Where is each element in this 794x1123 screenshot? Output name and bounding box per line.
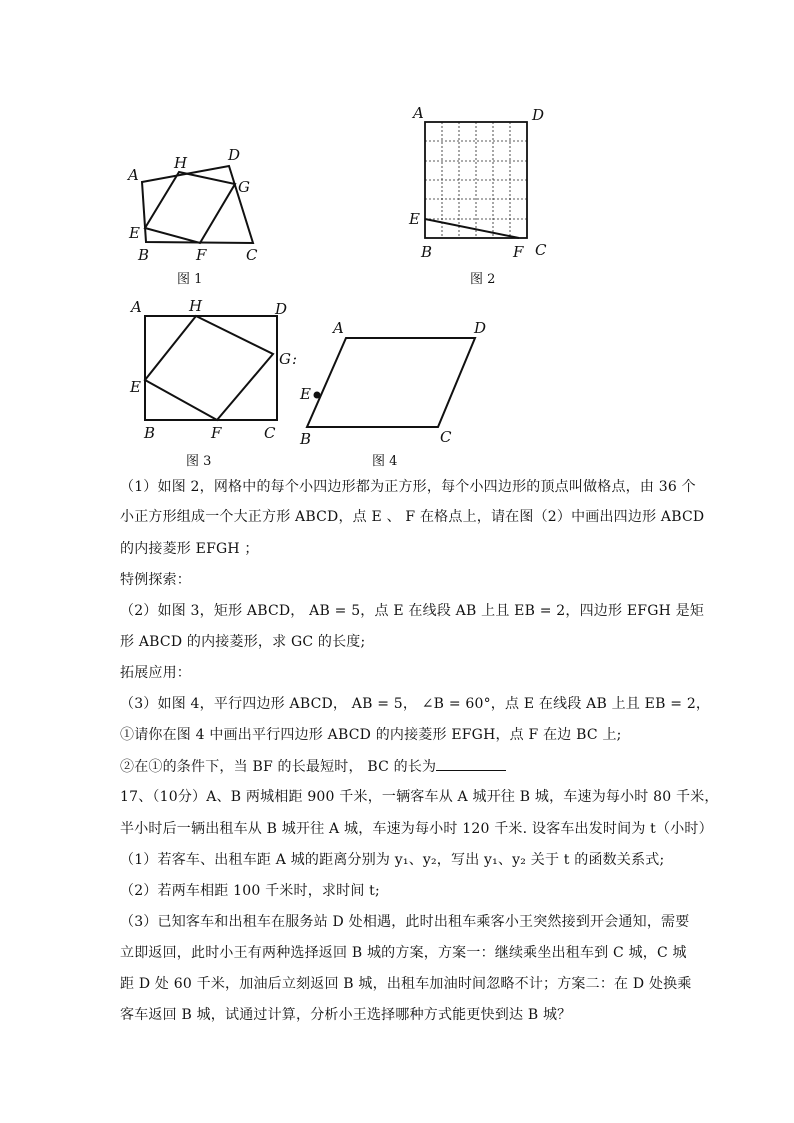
- fig3-trailing-mark: :: [292, 350, 298, 368]
- q17-part2: （2）若两车相距 100 千米时，求时间 t;: [120, 883, 380, 899]
- figure-4-caption: 图 4: [372, 454, 398, 469]
- figure-3-diagram: [125, 292, 305, 444]
- fig1-label-E: E: [129, 224, 140, 242]
- fig2-label-D: D: [532, 106, 545, 124]
- section-special-case: 特例探索：: [120, 572, 191, 588]
- q17-line1: 17、（10分）A、B 两城相距 900 千米，一辆客车从 A 城开往 B 城，车速为每小时 80 千米，: [120, 789, 719, 805]
- fig3-label-B: B: [144, 424, 156, 442]
- fig1-label-G: G: [238, 178, 250, 196]
- fig1-label-F: F: [196, 246, 207, 264]
- fig2-label-C: C: [535, 241, 547, 259]
- figure-2: [405, 100, 565, 265]
- figure-3: [125, 292, 305, 444]
- q16-part1-line3: 的内接菱形 EFGH ；: [120, 541, 259, 557]
- figure-1: [120, 140, 280, 265]
- fig2-label-F: F: [513, 243, 524, 261]
- q16-part1-line2: 小正方形组成一个大正方形 ABCD，点 E 、 F 在格点上，请在图（2）中画出四边形 ABCD: [120, 509, 705, 525]
- q16-part2-line2: 形 ABCD 的内接菱形，求 GC 的长度;: [120, 634, 366, 650]
- fig1-label-H: H: [174, 154, 188, 172]
- fig4-label-A: A: [333, 319, 344, 337]
- figure-1-caption: 图 1: [177, 272, 203, 287]
- fig3-label-E: E: [130, 378, 141, 396]
- section-extension: 拓展应用：: [120, 665, 191, 681]
- q17-part3-line4: 客车返回 B 城，试通过计算，分析小王选择哪种方式能更快到达 B 城？: [120, 1007, 572, 1023]
- fig4-label-E: E: [300, 385, 311, 403]
- fig2-label-B: B: [421, 243, 433, 261]
- q17-part3-line3: 距 D 处 60 千米，加油后立刻返回 B 城，出租车加油时间忽略不计；方案二：在 D 处换乘: [120, 976, 692, 992]
- fig3-label-A: A: [131, 298, 142, 316]
- fig3-label-C: C: [264, 424, 276, 442]
- answer-blank[interactable]: [436, 756, 506, 771]
- fig2-label-E: E: [409, 210, 420, 228]
- figure-2-caption: 图 2: [470, 272, 496, 287]
- q17-part3-line2: 立即返回，此时小王有两种选择返回 B 城的方案，方案一：继续乘坐出租车到 C 城，C 城: [120, 945, 687, 961]
- fig2-label-A: A: [413, 104, 424, 122]
- q17-part1: （1）若客车、出租车距 A 城的距离分别为 y₁、y₂，写出 y₁、y₂ 关于 t 的函数关系式;: [120, 852, 665, 868]
- q16-part3-item2: [120, 756, 680, 777]
- figure-4-diagram: [295, 315, 500, 450]
- fig1-label-C: C: [246, 246, 258, 264]
- fig3-label-H: H: [189, 297, 203, 315]
- q16-part3-item2-text: ②在①的条件下，当 BF 的长最短时， BC 的长为: [120, 759, 437, 775]
- figure-4: [295, 315, 500, 450]
- fig1-label-B: B: [138, 246, 150, 264]
- q17-part3-line1: （3）已知客车和出租车在服务站 D 处相遇，此时出租车乘客小王突然接到开会通知，需要: [120, 914, 690, 930]
- fig4-label-C: C: [440, 428, 452, 446]
- q17-line2: 半小时后一辆出租车从 B 城开往 A 城，车速为每小时 120 千米. 设客车出发时间为 t（小时）: [120, 821, 713, 837]
- figure-2-grid: [405, 100, 565, 265]
- fig3-label-G: G: [279, 350, 291, 368]
- q16-part2-line1: （2）如图 3，矩形 ABCD， AB = 5，点 E 在线段 AB 上且 EB = 2，四边形 EFGH 是矩: [120, 603, 705, 619]
- fig4-point-E: [314, 392, 321, 399]
- figure-3-caption: 图 3: [186, 454, 212, 469]
- fig3-label-D: D: [275, 300, 288, 318]
- fig1-label-A: A: [128, 166, 139, 184]
- fig1-label-D: D: [228, 146, 241, 164]
- q16-part1-line1: （1）如图 2，网格中的每个小四边形都为正方形，每个小四边形的顶点叫做格点，由 36 个: [120, 479, 696, 495]
- q16-part3-line1: （3）如图 4，平行四边形 ABCD， AB = 5， ∠B = 60°，点 E 在线段 AB 上且 EB = 2，: [120, 696, 711, 712]
- figure-1-diagram: [120, 140, 280, 265]
- fig4-label-D: D: [474, 319, 487, 337]
- q16-part3-item1: ①请你在图 4 中画出平行四边形 ABCD 的内接菱形 EFGH，点 F 在边 BC 上;: [120, 727, 622, 743]
- fig3-label-F: F: [211, 424, 222, 442]
- fig4-label-B: B: [300, 430, 312, 448]
